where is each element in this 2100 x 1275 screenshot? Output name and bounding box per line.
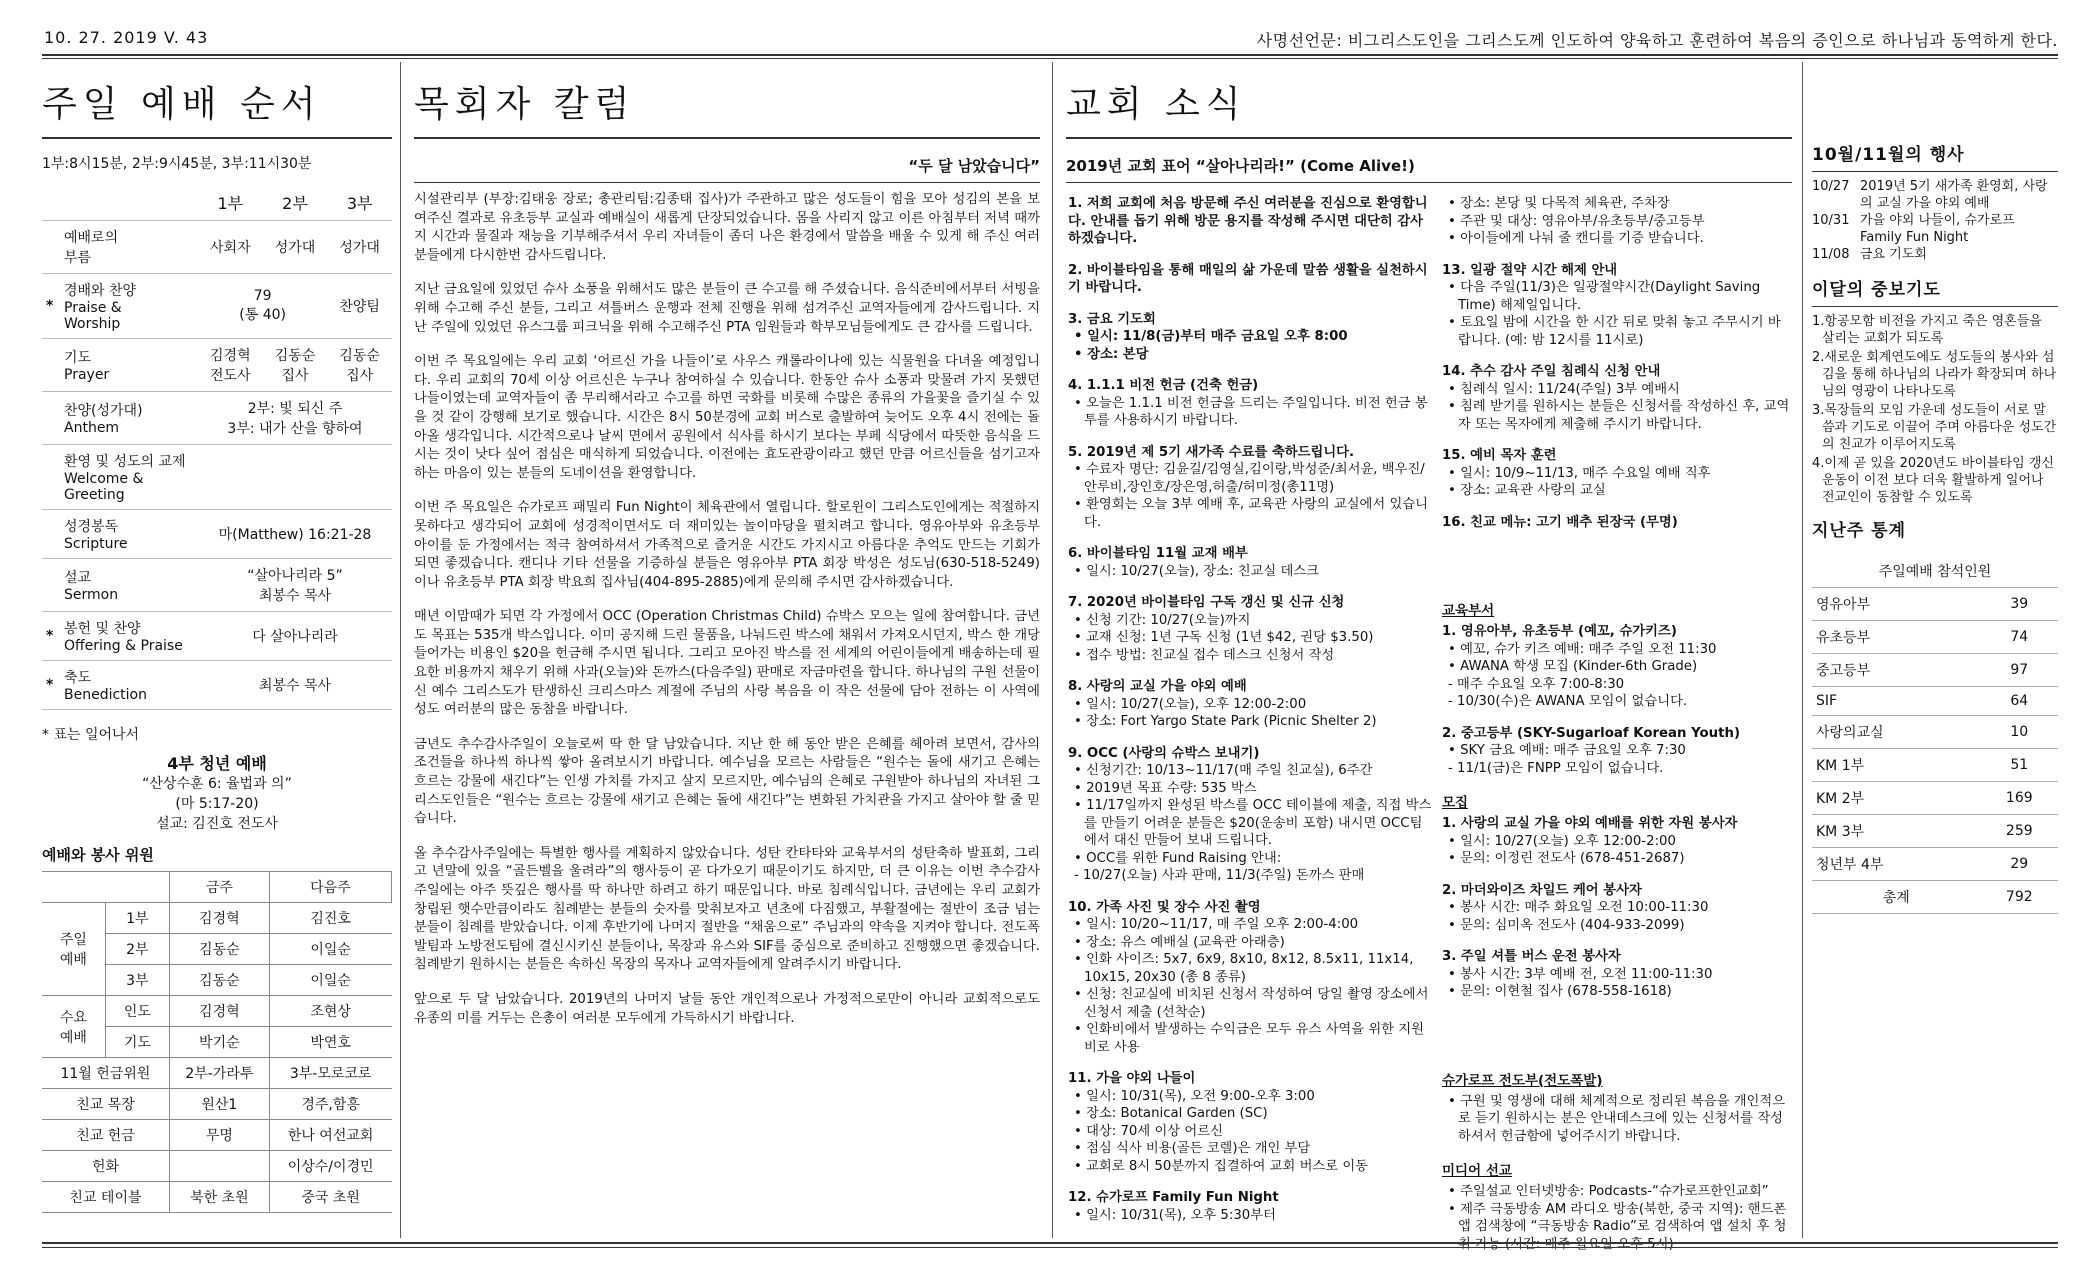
order-item-label: 봉헌 및 찬양 Offering & Praise bbox=[60, 612, 198, 661]
news-item-detail: • 구원 및 영생에 대해 체계적으로 정리된 복음을 개인적으로 듣기 원하시는 분은 안내데스크에 있는 신청서를 작성하셔서 헌금함에 넣어주시기 바랍니다. bbox=[1448, 1093, 1786, 1144]
order-item-label: 찬양(성가대) Anthem bbox=[60, 392, 198, 445]
volunteer-this-week: 김동순 bbox=[169, 934, 269, 965]
footer-rule bbox=[42, 1247, 2058, 1248]
news-item-detail: - 10/27(오늘) 사과 판매, 11/3(주일) 돈까스 판매 bbox=[1074, 868, 1365, 883]
news-title: 교회 소식 bbox=[1066, 84, 1247, 125]
stats-row bbox=[1812, 716, 2058, 749]
stats-label: 사랑의교실 bbox=[1812, 716, 1981, 749]
volunteer-table bbox=[42, 871, 392, 1213]
article-paragraph: 이번 주 목요일은 슈가로프 패밀리 Fun Night이 체육관에서 열립니다. 할로윈이 그리스도인에게는 적절하지 못하다고 생각되어 교회에 성경적이면서도 더 재미있는 놀이마당을 펼치려고 합니다. 영유아부와 유초등부 아이를 둔 가정에서는 적극 참여하셔서 가족적으로 즐거운 시간도 가지시고 아름다운 추억도 만드는 기회가 되면 좋겠습니다. 캔디나 기타 선물을 기증하실 분들은 영유아부 PTA 회장 박성은 성도님(630-518-5249)이나 유초등부 PTA 회장 박요희 집사님(404-895-2885)에게 문의해 주시면 감사하겠습니다. bbox=[414, 500, 1040, 590]
column-divider bbox=[1052, 62, 1053, 1238]
volunteer-next-week: 박연호 bbox=[269, 1027, 391, 1058]
news-item bbox=[1442, 815, 1792, 868]
pastor-title: 목회자 칼럼 bbox=[414, 84, 636, 125]
news-item bbox=[1068, 1189, 1432, 1224]
stats-value: 97 bbox=[1981, 654, 2058, 687]
order-item-value: “살아나리라 5” 최봉수 목사 bbox=[198, 559, 392, 612]
volunteer-group: 친교 테이블 bbox=[42, 1182, 169, 1213]
volunteer-next-week: 김진호 bbox=[269, 903, 391, 934]
news-item-detail: • 일시: 10/27(오늘), 장소: 친교실 데스크 bbox=[1074, 563, 1319, 579]
prayer-item: 1.항공모함 비전을 가지고 죽은 영혼들을 살리는 교회가 되도록 bbox=[1812, 314, 2042, 346]
footer-rule bbox=[42, 1242, 2058, 1244]
volunteer-title: 예배와 봉사 위원 bbox=[42, 846, 154, 864]
stand-marker bbox=[42, 221, 60, 274]
stats-row bbox=[1812, 621, 2058, 654]
volunteer-header-row bbox=[42, 872, 392, 903]
article-paragraph: 금년도 추수감사주일이 오늘로써 딱 한 달 남았습니다. 지난 한 해 동안 받은 은혜를 헤아려 보면서, 감사의 조건들을 하나씩 하나씩 쌓아 올려보시기 바랍니다. 예수님을 모르는 사람들은 “원수는 돌에 새기고 은혜는 흐르는 강물에 새긴다”는 인생 가치를 가지고 살지 모르지만, 예수님의 은혜로 구원받아 하나님의 자녀된 그리스도인들은 “원수는 흐르는 강물에 새기고 은혜는 돌에 새긴다”는 변화된 가치관을 가지고 살아야 할 줄 믿습니다. bbox=[414, 736, 1040, 827]
event-text: 2019년 5기 새가족 환영회, 사랑의 교실 가을 야외 예배 bbox=[1860, 179, 2048, 211]
news-item-detail: • 주관 및 대상: 영유아부/유초등부/중고등부 bbox=[1448, 213, 1705, 229]
stats-row bbox=[1812, 815, 2058, 848]
stats-value: 74 bbox=[1981, 621, 2058, 654]
news-item-title: 2. 마더와이즈 차일드 케어 봉사자 bbox=[1442, 882, 1642, 898]
stats-value: 169 bbox=[1981, 782, 2058, 815]
order-item-label: 경배와 찬양 Praise & Worship bbox=[60, 274, 198, 339]
news-item bbox=[1442, 262, 1792, 350]
news-item-detail: • 환영회는 오늘 3부 예배 후, 교육관 사랑의 교실에서 있습니다. bbox=[1074, 497, 1428, 530]
service-header: 3부 bbox=[327, 185, 392, 221]
news-item-title: 6. 바이블타임 11월 교재 배부 bbox=[1068, 546, 1248, 561]
news-item-detail: • 문의: 이정린 전도사 (678-451-2687) bbox=[1448, 851, 1685, 866]
stats-label: 영유아부 bbox=[1812, 588, 1981, 621]
volunteer-sub: 3부 bbox=[105, 965, 169, 996]
fourth-service-preacher: 설교: 김진호 전도사 bbox=[156, 816, 278, 832]
news-item-title: 3. 주일 셔틀 버스 운전 봉사자 bbox=[1442, 949, 1621, 964]
volunteer-next-week: 이상수/이경민 bbox=[269, 1151, 391, 1182]
stats-value: 64 bbox=[1981, 687, 2058, 716]
news-item-detail: • 일시: 10/31(목), 오후 5:30부터 bbox=[1074, 1207, 1276, 1223]
volunteer-next-week: 경주,함흥 bbox=[269, 1089, 391, 1120]
church-motto: 2019년 교회 표어 “살아나리라!” (Come Alive!) bbox=[1066, 155, 1792, 183]
order-row bbox=[42, 661, 392, 710]
event-row bbox=[1812, 246, 2058, 263]
stats-caption-row bbox=[1812, 555, 2058, 588]
stand-marker bbox=[42, 445, 60, 510]
section-spacer bbox=[1442, 1015, 1792, 1065]
fourth-service-ref: (마 5:17-20) bbox=[175, 796, 259, 812]
news-item-detail: • 봉사 시간: 3부 예배 전, 오전 11:00-11:30 bbox=[1448, 966, 1713, 982]
stats-label: 청년부 4부 bbox=[1812, 848, 1981, 881]
news-item-detail: • 대상: 70세 이상 어르신 bbox=[1074, 1123, 1223, 1139]
news-item bbox=[1442, 623, 1792, 711]
attendance-table bbox=[1812, 555, 2058, 914]
prayer-list bbox=[1812, 313, 2058, 506]
volunteer-next-week: 한나 여선교회 bbox=[269, 1120, 391, 1151]
stand-marker bbox=[42, 392, 60, 445]
volunteer-group: 수요 예배 bbox=[42, 996, 105, 1058]
order-row bbox=[42, 510, 392, 559]
news-item-title: 16. 친교 메뉴: 고기 배추 된장국 (무명) bbox=[1442, 514, 1678, 530]
order-item-value: 김경혁 전도사 bbox=[198, 339, 263, 392]
order-row bbox=[42, 274, 392, 339]
order-item-value: 찬양팀 bbox=[327, 274, 392, 339]
events-list bbox=[1812, 178, 2058, 263]
article-paragraph: 올 추수감사주일에는 특별한 행사를 계획하지 않았습니다. 성탄 칸타타와 교육부서의 성탄축하 발표회, 그리고 년말에 있을 “골든벨을 울려라”의 행사등이 곧 다가오기 때문이기도 하지만, 더 큰 이유는 이번 추수감사주일에는 아주 뜻깊은 행사를 딱 하나만 하려고 하기 때문입니다. 바로 침례식입니다. 금년에는 우리 교회가 창립된 햇수만큼이라도 침례받는 분들의 숫자를 맞춰보자고 년초에 다짐했고, 부활절에는 절반이 조금 넘는 분들이 침례를 받았습니다. 이제 후반기에 나머지 절반을 “채움으로” 주님과의 약속을 지켜야 합니다. 전도폭발팀과 노방전도팀에 결신시키신 분들이나, 목장과 유스와 SIF를 중심으로 준비하고 진행했으면 좋겠습니다. 침례받기 원하시는 분들은 속하신 목장의 목자나 교역자들에게 알려주시기 바랍니다. bbox=[414, 845, 1040, 973]
stats-label: 중고등부 bbox=[1812, 654, 1981, 687]
news-item-continued bbox=[1442, 195, 1792, 248]
news-item-detail: • 봉사 시간: 매주 화요일 오전 10:00-11:30 bbox=[1448, 900, 1709, 915]
news-left-column bbox=[1068, 195, 1432, 1238]
volunteer-this-week bbox=[169, 1151, 269, 1182]
article-paragraph: 앞으로 두 달 남았습니다. 2019년의 나머지 날들 동안 개인적으로나 가정적으로만이 아니라 교회적으로도 유종의 미를 거두는 은총이 여러분 모두에게 가득하시기 바랍니다. bbox=[414, 991, 1040, 1026]
events-title: 10월/11월의 행사 bbox=[1812, 140, 2058, 172]
news-item-detail: • 일시: 10/27(오늘), 오후 12:00-2:00 bbox=[1074, 696, 1307, 712]
order-item-value: 김동순 집사 bbox=[263, 339, 328, 392]
header-blank bbox=[42, 872, 169, 903]
order-item-label: 설교 Sermon bbox=[60, 559, 198, 612]
volunteer-this-week: 2부-가라투 bbox=[169, 1058, 269, 1089]
evangelism-section-title: 슈가로프 전도부(전도폭발) bbox=[1442, 1072, 1603, 1089]
news-item-title: 11. 가을 야외 나들이 bbox=[1068, 1071, 1196, 1086]
volunteer-next-week: 조현상 bbox=[269, 996, 391, 1027]
stats-value: 10 bbox=[1981, 716, 2058, 749]
article-paragraph: 이번 주 목요일에는 우리 교회 ‘어르신 가을 나들이’로 사우스 캐롤라이나에 있는 식물원을 다녀올 예정입니다. 우리 교회의 70세 이상 어르신은 누구나 참여하실 수 있습니다. 한동안 슈사 소풍과 맞물려 가지 못했던 나들이였는데 교역자들이 좀 무리해서라고 수고를 하면 국화를 비롯해 수많은 종류의 가을꽃을 즐기실 수 있을 것 같이 강행해 보기로 했습니다. 시간은 8시 50분경에 교회 버스로 출발하여 늦어도 오후 4시 전에는 돌아올 생각입니다. 시간적으로나 날씨 면에서 공원에서 식사를 하시기 보다는 부페 식당에서 따뜻한 음식을 드시는 것이 낫다 싶어 점심은 매식하게 되었습니다. 이전에는 효도관광이라고 했던 만큼 어르신들을 섬기고자 하는 마음이 있는 분들의 도네이션을 환영합니다. bbox=[414, 354, 1040, 481]
order-row bbox=[42, 445, 392, 510]
stats-value: 259 bbox=[1981, 815, 2058, 848]
order-item-label: 환영 및 성도의 교제 Welcome & Greeting bbox=[60, 445, 198, 510]
news-item bbox=[1442, 363, 1792, 433]
week-header: 금주 bbox=[169, 872, 269, 903]
event-date: 10/27 bbox=[1812, 179, 1850, 194]
volunteer-sub: 기도 bbox=[105, 1027, 169, 1058]
news-item bbox=[1442, 1093, 1792, 1146]
news-item-detail: • 수료자 명단: 김윤길/김영실,김이랑,박성준/최서윤, 백우진/안루비,장인호/장은영,허출/허미정(총11명) bbox=[1074, 462, 1425, 495]
news-item-detail: • OCC를 위한 Fund Raising 안내: bbox=[1074, 850, 1282, 866]
section-spacer bbox=[1442, 545, 1792, 595]
news-item bbox=[1068, 377, 1432, 430]
news-item bbox=[1068, 899, 1432, 1057]
event-text: 금요 기도회 bbox=[1860, 247, 1927, 262]
pastor-column bbox=[414, 62, 1040, 1238]
header-divider bbox=[42, 58, 2058, 59]
volunteer-group: 주일 예배 bbox=[42, 903, 105, 996]
service-header: 2부 bbox=[263, 185, 328, 221]
volunteer-this-week: 원산1 bbox=[169, 1089, 269, 1120]
news-column bbox=[1066, 62, 1792, 1252]
news-item-detail: • 침례식 일시: 11/24(주일) 3부 예배시 bbox=[1448, 381, 1680, 397]
fourth-service-sermon: “산상수훈 6: 율법과 의” bbox=[142, 776, 292, 792]
prayer-title: 이달의 중보기도 bbox=[1812, 275, 2058, 307]
news-item-title: 15. 예비 목자 훈련 bbox=[1442, 448, 1557, 463]
news-item-detail: • 일시: 10/9~11/13, 매주 수요일 예배 직후 bbox=[1448, 465, 1711, 481]
news-item-detail: • 신청 기간: 10/27(오늘)까지 bbox=[1074, 612, 1251, 628]
education-section-title: 교육부서 bbox=[1442, 603, 1495, 619]
order-item-value: 성가대 bbox=[263, 221, 328, 274]
news-item bbox=[1068, 594, 1432, 664]
news-item-detail: • 신청기간: 10/13~11/17(매 주일 친교실), 6주간 bbox=[1074, 763, 1373, 778]
column-divider bbox=[400, 62, 401, 1238]
worship-title: 주일 예배 순서 bbox=[42, 84, 322, 125]
news-item-detail: • 신청: 친교실에 비치된 신청서 작성하여 당일 촬영 장소에서 신청서 제출 (선착순) bbox=[1074, 987, 1429, 1020]
pastor-subtitle: “두 달 남았습니다” bbox=[414, 155, 1040, 183]
news-item-detail: • 장소: Fort Yargo State Park (Picnic Shelter 2) bbox=[1074, 714, 1377, 729]
fourth-service bbox=[42, 754, 392, 834]
pastor-article bbox=[414, 191, 1040, 1028]
volunteer-group: 11월 헌금위원 bbox=[42, 1058, 169, 1089]
stats-title: 지난주 통계 bbox=[1812, 521, 1907, 541]
article-paragraph: 시설관리부 (부장:김태웅 장로; 총관리팀:김종태 집사)가 주관하고 많은 성도들이 힘을 모아 성김의 본을 보여주신 결과로 유초등부 교실과 예배실이 새롭게 단장되었습니다. 몸을 사리지 않고 이른 아침부터 저녁 때까지 시간과 물질과 재능을 기부해주셔서 우리 자녀들이 좀더 나은 환경에서 말씀을 배울 수 있게 해 주신 여러분들에게 다시한번 감사드립니다. bbox=[414, 192, 1040, 263]
news-item bbox=[1068, 745, 1432, 885]
order-item-label: 기도 Prayer bbox=[60, 339, 198, 392]
news-item-title: 2. 중고등부 (SKY-Sugarloaf Korean Youth) bbox=[1442, 725, 1741, 741]
news-item bbox=[1068, 311, 1432, 364]
stand-marker bbox=[42, 339, 60, 392]
stats-row bbox=[1812, 848, 2058, 881]
stand-marker bbox=[42, 559, 60, 612]
volunteer-this-week: 김동순 bbox=[169, 965, 269, 996]
event-date: 10/31 bbox=[1812, 213, 1850, 228]
news-item-detail: • 토요일 밤에 시간을 한 시간 뒤로 맞춰 놓고 주무시기 바랍니다. (예: 밤 12시를 11시로) bbox=[1448, 315, 1781, 348]
news-item-detail: • 장소: 교육관 사랑의 교실 bbox=[1448, 483, 1606, 498]
order-item-value bbox=[198, 445, 392, 510]
worship-order-table bbox=[42, 185, 392, 710]
news-item-detail: • 일시: 10/31(목), 오전 9:00-오후 3:00 bbox=[1074, 1088, 1315, 1104]
news-item bbox=[1442, 725, 1792, 778]
order-row bbox=[42, 221, 392, 274]
stats-label: KM 1부 bbox=[1812, 749, 1981, 782]
news-item-detail: • 일시: 10/20~11/17, 매 주일 오후 2:00-4:00 bbox=[1074, 917, 1359, 932]
news-item-title: 12. 슈가로프 Family Fun Night bbox=[1068, 1190, 1279, 1205]
stand-marker bbox=[42, 510, 60, 559]
service-header: 1부 bbox=[198, 185, 263, 221]
stats-row bbox=[1812, 881, 2058, 914]
service-times: 1부:8시15분, 2부:9시45분, 3부:11시30분 bbox=[42, 156, 312, 172]
news-item bbox=[1068, 195, 1432, 248]
news-item-title: 8. 사랑의 교실 가을 야외 예배 bbox=[1068, 679, 1247, 694]
stand-marker: * bbox=[42, 274, 60, 339]
order-row bbox=[42, 392, 392, 445]
volunteer-next-week: 3부-모로코로 bbox=[269, 1058, 391, 1089]
stats-label: SIF bbox=[1812, 687, 1981, 716]
event-date: 11/08 bbox=[1812, 247, 1850, 262]
stats-row bbox=[1812, 782, 2058, 815]
volunteer-this-week: 무명 bbox=[169, 1120, 269, 1151]
prayer-item: 3.목장들의 모임 가운데 성도들이 서로 말씀과 기도로 이끌어 주며 아름다운 성도간의 친교가 이루어지도록 bbox=[1812, 403, 2057, 452]
news-item bbox=[1442, 514, 1792, 532]
order-item-value: 최봉수 목사 bbox=[198, 661, 392, 710]
news-item-title: 1. 영유아부, 유초등부 (예꼬, 슈가키즈) bbox=[1442, 624, 1677, 639]
stats-row bbox=[1812, 749, 2058, 782]
order-item-value: 다 살아나리라 bbox=[198, 612, 392, 661]
volunteer-group: 친교 목장 bbox=[42, 1089, 169, 1120]
news-item bbox=[1442, 447, 1792, 500]
news-item-detail: • AWANA 학생 모집 (Kinder-6th Grade) bbox=[1448, 659, 1698, 674]
stats-row bbox=[1812, 588, 2058, 621]
order-item-value: 김동순 집사 bbox=[327, 339, 392, 392]
order-item-label: 예배로의 부름 bbox=[60, 221, 198, 274]
article-paragraph: 지난 금요일에 있었던 슈사 소풍을 위해서도 많은 분들이 큰 수고를 해 주셨습니다. 음식준비에서부터 서빙을 위해 수고해 주신 분들, 그리고 셔틀버스 운행과 전체 진행을 위해 섬겨주신 교역자들에게 감사드립니다. 지난 주일에 있었던 유스그룹 피크닉을 위해 수고해주신 PTA 임원들과 학부모님들에게도 큰 감사를 드립니다. bbox=[414, 282, 1040, 335]
news-item-detail: • 주일설교 인터넷방송: Podcasts-“슈가로프한인교회” bbox=[1448, 1184, 1769, 1199]
news-item-title: 14. 추수 감사 주일 침례식 신청 안내 bbox=[1442, 364, 1661, 379]
news-item-title: 2. 바이블타임을 통해 매일의 삶 가운데 말씀 생활을 실천하시기 바랍니다. bbox=[1068, 262, 1428, 295]
event-row bbox=[1812, 212, 2058, 246]
volunteer-this-week: 박기순 bbox=[169, 1027, 269, 1058]
volunteer-row bbox=[42, 903, 392, 934]
news-item-title: 13. 일광 절약 시간 해제 안내 bbox=[1442, 262, 1618, 278]
stats-caption: 주일예배 참석인원 bbox=[1812, 555, 2058, 588]
stats-value: 51 bbox=[1981, 749, 2058, 782]
news-item-title: 5. 2019년 제 5기 새가족 수료를 축하드립니다. bbox=[1068, 444, 1355, 460]
news-item bbox=[1068, 1070, 1432, 1175]
media-section-title: 미디어 선교 bbox=[1442, 1163, 1512, 1179]
news-item bbox=[1068, 545, 1432, 580]
order-header-row bbox=[42, 185, 392, 221]
news-item-detail: • 예꼬, 슈가 키즈 예배: 매주 주일 오전 11:30 bbox=[1448, 641, 1717, 657]
news-item-detail: • 11/17일까지 완성된 박스를 OCC 테이블에 제출, 직접 박스를 만들기 어려운 분들은 $20(운송비 포함) 내시면 OCC팀에서 대신 만들어 보내 드립니다. bbox=[1074, 798, 1432, 848]
volunteer-group: 헌화 bbox=[42, 1151, 169, 1182]
news-item-title: 1. 저희 교회에 처음 방문해 주신 여러분을 진심으로 환영합니다. 안내를 돕기 위해 방문 용지를 작성해 주시면 대단히 감사하겠습니다. bbox=[1068, 196, 1428, 246]
news-item bbox=[1442, 948, 1792, 1001]
stats-value: 39 bbox=[1981, 588, 2058, 621]
news-item-detail: - 10/30(수)은 AWANA 모임이 없습니다. bbox=[1448, 694, 1688, 709]
news-item-title: 4. 1.1.1 비전 헌금 (건축 헌금) bbox=[1068, 378, 1259, 393]
news-item-title: 3. 금요 기도회 bbox=[1068, 311, 1156, 327]
news-item-detail: • 일시: 10/27(오늘) 오후 12:00-2:00 bbox=[1448, 833, 1676, 849]
order-item-label: 축도 Benediction bbox=[60, 661, 198, 710]
event-text: 가을 야외 나들이, 슈가로프 Family Fun Night bbox=[1860, 213, 2015, 245]
news-item-title: 7. 2020년 바이블타임 구독 갱신 및 신규 신청 bbox=[1068, 595, 1345, 610]
issue-date: 10. 27. 2019 V. 43 bbox=[44, 28, 209, 47]
volunteer-sub: 2부 bbox=[105, 934, 169, 965]
volunteer-sub: 1부 bbox=[105, 903, 169, 934]
order-row bbox=[42, 559, 392, 612]
news-item-detail: • 인화 사이즈: 5x7, 6x9, 8x10, 8x12, 8.5x11, 11x14, 10x15, 20x30 (총 8 종류) bbox=[1074, 952, 1414, 985]
news-item-detail: • 장소: 유스 예배실 (교육관 아래층) bbox=[1074, 934, 1285, 950]
stats-value: 792 bbox=[1981, 881, 2058, 914]
recruit-section-title: 모집 bbox=[1442, 795, 1469, 811]
week-header: 다음주 bbox=[269, 872, 391, 903]
volunteer-this-week: 북한 초원 bbox=[169, 1182, 269, 1213]
order-item-value: 마(Matthew) 16:21-28 bbox=[198, 510, 392, 559]
prayer-item: 4.이제 곧 있을 2020년도 바이블타임 갱신운동이 이전 보다 더욱 활발하게 일어나 전교인이 동참할 수 있도록 bbox=[1812, 456, 2054, 505]
header-blank bbox=[42, 185, 60, 221]
news-right-column bbox=[1442, 195, 1792, 1267]
news-item-detail: • 장소: 본당 및 다목적 체육관, 주차장 bbox=[1448, 196, 1670, 211]
news-item-detail: • 침례 받기를 원하시는 분들은 신청서를 작성하신 후, 교역자 또는 목자에게 제출해 주시기 바랍니다. bbox=[1448, 399, 1790, 432]
news-item-detail: • 문의: 심미옥 전도사 (404-933-2099) bbox=[1448, 917, 1685, 933]
volunteer-next-week: 이일순 bbox=[269, 965, 391, 996]
stand-marker: * bbox=[42, 661, 60, 710]
news-item-detail: • 점심 식사 비용(골든 코렐)은 개인 부담 bbox=[1074, 1141, 1311, 1156]
order-item-value: 성가대 bbox=[327, 221, 392, 274]
volunteer-row bbox=[42, 1089, 392, 1120]
news-item-title: 10. 가족 사진 및 장수 사진 촬영 bbox=[1068, 899, 1261, 915]
volunteer-next-week: 이일순 bbox=[269, 934, 391, 965]
volunteer-row bbox=[42, 996, 392, 1027]
news-item-detail: • 다음 주일(11/3)은 일광절약시간(Daylight Saving Time) 해제일입니다. bbox=[1448, 280, 1761, 313]
mission-statement: 사명선언문: 비그리스도인을 그리스도께 인도하여 양육하고 훈련하여 복음의 증인으로 하나님과 동역하게 한다. bbox=[1256, 31, 2058, 50]
news-item bbox=[1068, 262, 1432, 297]
news-item-detail: • 장소: Botanical Garden (SC) bbox=[1074, 1106, 1268, 1121]
news-item-detail: • 인화비에서 발생하는 수익금은 모두 유스 사역을 위한 지원비로 사용 bbox=[1074, 1022, 1424, 1055]
prayer-item: 2.새로운 회계연도에도 성도들의 봉사와 섬김을 통해 하나님의 나라가 확장되며 하나님의 영광이 나타나도록 bbox=[1812, 350, 2057, 399]
header-blank bbox=[60, 185, 198, 221]
stats-label: 총계 bbox=[1812, 881, 1981, 914]
volunteer-sub: 인도 bbox=[105, 996, 169, 1027]
volunteer-row bbox=[42, 1120, 392, 1151]
column-divider bbox=[1802, 62, 1803, 1238]
news-item-detail: • 제주 극동방송 AM 라디오 방송(북한, 중국 지역): 핸드폰 앱 검색창에 “극동방송 Radio”로 검색하여 앱 설치 후 청취 가능 (시간: 매주 월요일 오후 5시) bbox=[1448, 1201, 1787, 1252]
volunteer-row bbox=[42, 1151, 392, 1182]
order-row bbox=[42, 612, 392, 661]
stand-note: * 표는 일어나서 bbox=[42, 727, 140, 743]
worship-column bbox=[42, 62, 392, 1238]
news-item-detail: • SKY 금요 예배: 매주 금요일 오후 7:30 bbox=[1448, 743, 1686, 758]
news-item-detail: • 장소: 본당 bbox=[1074, 346, 1149, 362]
news-item-detail: • 문의: 이현철 집사 (678-558-1618) bbox=[1448, 984, 1672, 999]
volunteer-row bbox=[42, 1182, 392, 1213]
order-item-value: 2부: 빛 되신 주 3부: 내가 산을 향하여 bbox=[198, 392, 392, 445]
news-item-detail: • 접수 방법: 친교실 접수 데스크 신청서 작성 bbox=[1074, 647, 1335, 663]
event-row bbox=[1812, 178, 2058, 212]
stats-label: KM 3부 bbox=[1812, 815, 1981, 848]
news-item-detail: - 11/1(금)은 FNPP 모임이 없습니다. bbox=[1448, 760, 1664, 776]
news-item-detail: • 일시: 11/8(금)부터 매주 금요일 오후 8:00 bbox=[1074, 329, 1348, 344]
news-item-detail: • 오늘은 1.1.1 비전 헌금을 드리는 주일입니다. 비전 헌금 봉투를 사용하시기 바랍니다. bbox=[1074, 395, 1428, 428]
news-item bbox=[1068, 444, 1432, 532]
order-row bbox=[42, 339, 392, 392]
volunteer-group: 친교 헌금 bbox=[42, 1120, 169, 1151]
fourth-service-title: 4부 청년 예배 bbox=[167, 754, 267, 773]
news-item-detail: • 교재 신청: 1년 구독 신청 (1년 $42, 권당 $3.50) bbox=[1074, 630, 1374, 645]
news-item-title: 1. 사랑의 교실 가을 야외 예배를 위한 자원 봉사자 bbox=[1442, 816, 1738, 831]
news-item-detail: • 2019년 목표 수량: 535 박스 bbox=[1074, 780, 1257, 796]
news-item-detail: • 교회로 8시 50분까지 집결하여 교회 버스로 이동 bbox=[1074, 1158, 1369, 1174]
order-item-label: 성경봉독 Scripture bbox=[60, 510, 198, 559]
events-column bbox=[1812, 62, 2058, 1238]
news-item-title: 9. OCC (사랑의 슈박스 보내기) bbox=[1068, 745, 1260, 761]
volunteer-this-week: 김경혁 bbox=[169, 996, 269, 1027]
volunteer-this-week: 김경혁 bbox=[169, 903, 269, 934]
volunteer-next-week: 중국 초원 bbox=[269, 1182, 391, 1213]
order-item-value: 사회자 bbox=[198, 221, 263, 274]
news-item-detail: • 아이들에게 나눠 줄 캔디를 기증 받습니다. bbox=[1448, 231, 1704, 246]
stats-label: KM 2부 bbox=[1812, 782, 1981, 815]
news-item bbox=[1068, 678, 1432, 731]
stand-marker: * bbox=[42, 612, 60, 661]
article-paragraph: 매년 이맘때가 되면 각 가정에서 OCC (Operation Christmas Child) 슈박스 모으는 일에 참여합니다. 금년도 목표는 535개 박스입니다. 이미 공지해 드린 물품을, 나눠드린 박스에 채워서 가져오시던지, 박스 한 개당 들어가는 비용인 $20을 헌금해 주시면 됩니다. 그리고 모아진 박스를 전 세계의 어린이들에게 배송하는데 필요한 비용까지 채우기 위해 사과(오늘)와 돈까스(다음주일) 판매로 자금마련을 합니다. 하나님의 구원 선물이신 예수 그리스도가 탄생하신 크리스마스 계절에 주님의 사랑 복음을 이 작은 선물에 담아 전하는 이 사역에 성도 여러분의 많은 동참을 바랍니다. bbox=[414, 609, 1040, 718]
stats-row bbox=[1812, 654, 2058, 687]
stats-label: 유초등부 bbox=[1812, 621, 1981, 654]
page-header bbox=[42, 24, 2058, 56]
order-item-value: 79 (통 40) bbox=[198, 274, 327, 339]
news-item bbox=[1442, 882, 1792, 935]
stats-row bbox=[1812, 687, 2058, 716]
volunteer-row bbox=[42, 1058, 392, 1089]
news-item-detail: - 매주 수요일 오후 7:00-8:30 bbox=[1448, 676, 1625, 692]
stats-value: 29 bbox=[1981, 848, 2058, 881]
